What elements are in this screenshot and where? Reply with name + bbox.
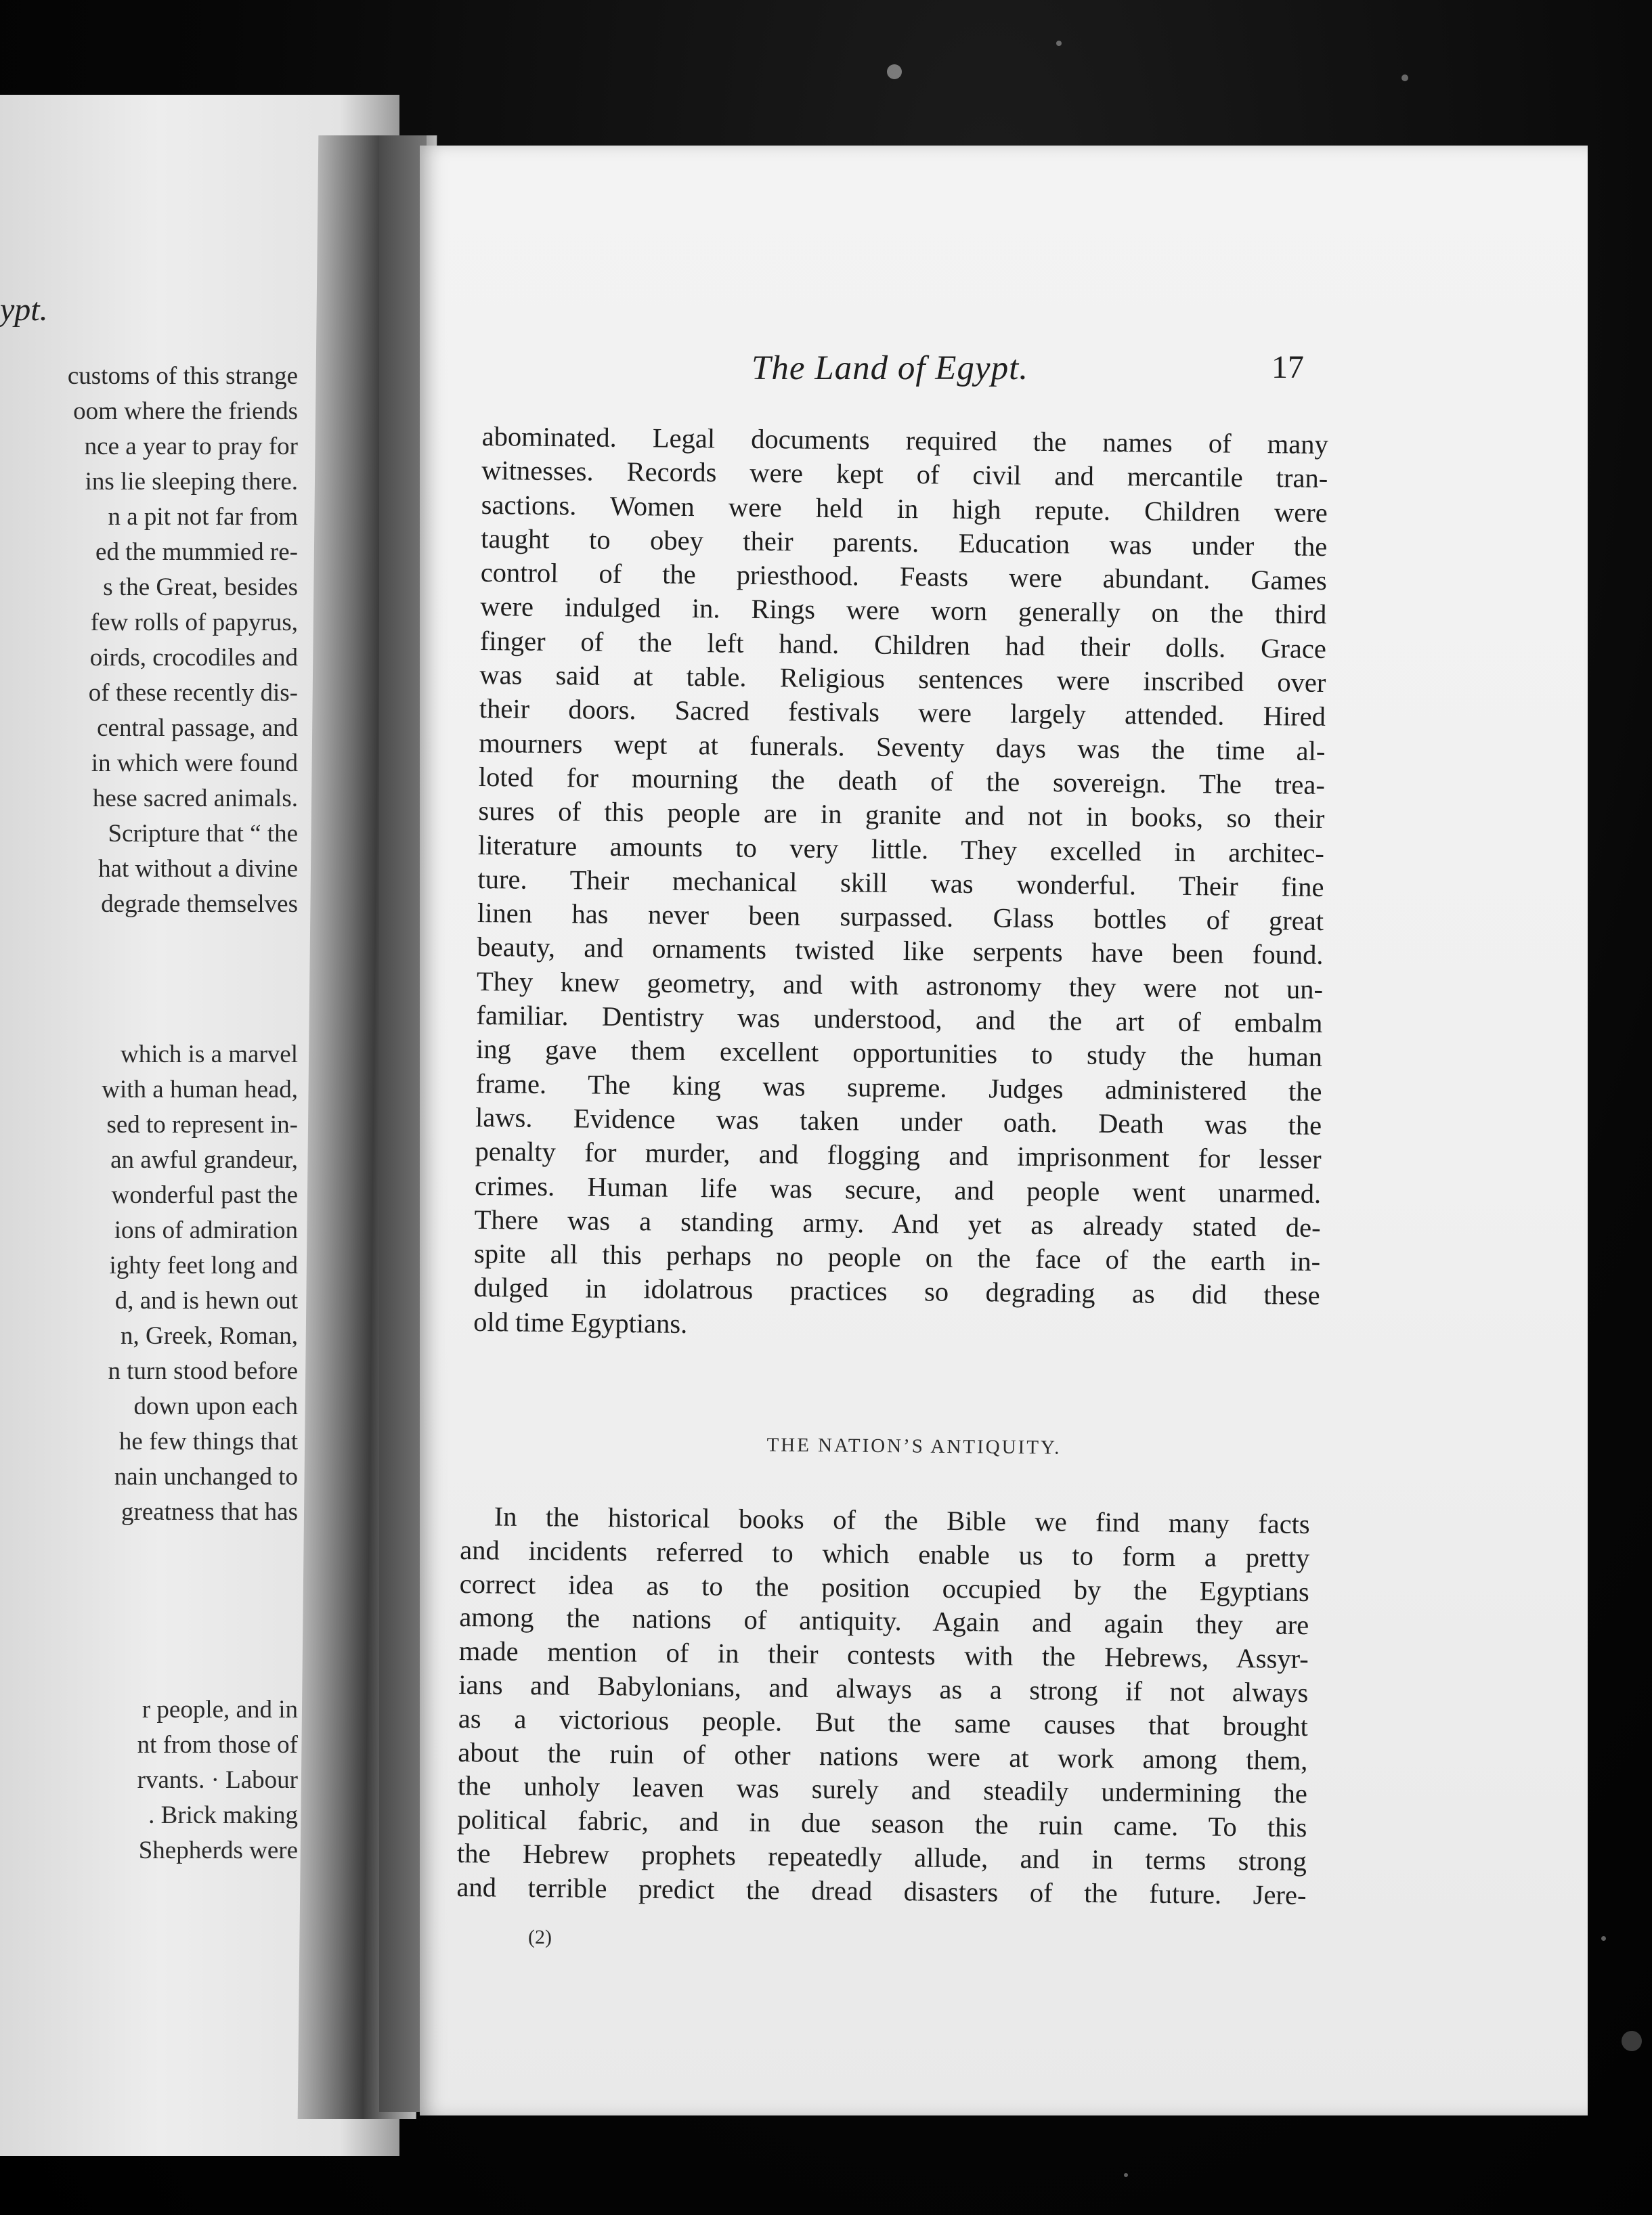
- left-line: customs of this strange: [67, 362, 298, 390]
- left-line: d, and is hewn out: [114, 1287, 298, 1315]
- text-line: control of the priesthood. Feasts were abundant. Games: [480, 557, 1327, 596]
- text-line: penalty for murder, and flogging and imprisonment for lesser: [475, 1136, 1322, 1175]
- text-line: sures of this people are in granite and not in books, so their: [478, 795, 1325, 835]
- left-line: which is a marvel: [121, 1040, 298, 1068]
- left-line: degrade themselves: [101, 890, 298, 918]
- text-line: In the historical books of the Bible we find many facts: [494, 1501, 1310, 1540]
- text-line: among the nations of antiquity. Again and again they are: [459, 1602, 1309, 1641]
- text-line: old time Egyptians.: [473, 1306, 688, 1339]
- left-line: in which were found: [91, 749, 298, 777]
- left-line: sed to represent in-: [106, 1111, 298, 1139]
- text-line: dulged in idolatrous practices so degrading as did these: [473, 1272, 1320, 1311]
- left-line: n a pit not far from: [108, 503, 298, 531]
- left-line: he few things that: [118, 1428, 298, 1455]
- left-line: hese sacred animals.: [92, 785, 298, 812]
- dust-speck: [1124, 2173, 1128, 2177]
- text-line: was said at table. Religious sentences were inscribed over: [479, 659, 1326, 699]
- dust-speck: [1622, 2031, 1642, 2051]
- text-line: the unholy leaven was surely and steadily undermining the: [457, 1770, 1308, 1810]
- text-line: ing gave them excellent opportunities to study the human: [475, 1034, 1323, 1073]
- text-line: as a victorious people. But the same causes that brought: [458, 1703, 1309, 1742]
- text-line: and incidents referred to which enable us to form a pretty: [460, 1534, 1310, 1573]
- text-line: beauty, and ornaments twisted like serpents have been found.: [477, 931, 1324, 971]
- dust-speck: [887, 64, 902, 79]
- dust-speck: [1601, 1936, 1606, 1941]
- left-line: greatness that has: [121, 1498, 298, 1526]
- text-line: literature amounts to very little. They excelled in architec-: [477, 829, 1325, 869]
- text-line: frame. The king was supreme. Judges administered the: [475, 1068, 1322, 1107]
- signature-mark: (2): [528, 1926, 552, 1948]
- left-line: . Brick making: [148, 1801, 298, 1829]
- left-line: few rolls of papyrus,: [90, 609, 298, 636]
- left-line: n turn stood before: [108, 1357, 298, 1385]
- left-page-text: [0, 359, 298, 1868]
- left-line: ins lie sleeping there.: [85, 468, 298, 496]
- text-line: crimes. Human life was secure, and people went unarmed.: [474, 1170, 1322, 1209]
- text-line: mourners wept at funerals. Seventy days was the time al-: [479, 727, 1326, 766]
- dust-speck: [1401, 74, 1408, 81]
- left-line: Scripture that “ the: [108, 820, 298, 848]
- page-number: 17: [1271, 349, 1304, 385]
- text-line: the Hebrew prophets repeatedly allude, and in terms strong: [456, 1837, 1307, 1877]
- left-line: nce a year to pray for: [84, 433, 298, 460]
- text-line: They knew geometry, and with astronomy they were not un-: [476, 965, 1324, 1005]
- text-line: correct idea as to the position occupied by the Egyptians: [459, 1568, 1309, 1607]
- left-line: ighty feet long and: [109, 1252, 298, 1279]
- text-line: political fabric, and in due season the ruin came. To this: [457, 1804, 1307, 1843]
- left-line: with a human head,: [102, 1076, 298, 1103]
- text-line: and terrible predict the dread disasters of the future. Jere-: [456, 1871, 1307, 1910]
- left-line: of these recently dis-: [88, 679, 298, 707]
- text-line: ians and Babylonians, and always as a strong if not always: [458, 1669, 1309, 1709]
- paragraph-1: [473, 420, 1328, 1347]
- left-line: down upon each: [133, 1392, 298, 1420]
- text-line: finger of the left hand. Children had their dolls. Grace: [479, 625, 1327, 664]
- text-line: witnesses. Records were kept of civil and mercantile tran-: [481, 455, 1328, 494]
- text-line: loted for mourning the death of the sovereign. The trea-: [478, 761, 1326, 800]
- text-line: There was a standing army. And yet as already stated de-: [474, 1204, 1321, 1243]
- text-line: were indulged in. Rings were worn generally on the third: [480, 591, 1327, 630]
- left-line: hat without a divine: [98, 855, 298, 883]
- left-line: nain unchanged to: [114, 1463, 298, 1491]
- left-line: central passage, and: [97, 714, 298, 742]
- left-line: n, Greek, Roman,: [120, 1322, 298, 1350]
- left-line: ed the mummied re-: [95, 538, 298, 566]
- left-line: ions of admiration: [114, 1216, 298, 1244]
- left-line: rvants. · Labour: [137, 1766, 298, 1794]
- left-line: oom where the friends: [73, 397, 298, 425]
- text-line: about the ruin of other nations were at work among them,: [458, 1736, 1308, 1776]
- text-line: familiar. Dentistry was understood, and the art of embalm: [476, 1000, 1323, 1039]
- text-line: taught to obey their parents. Education was under the: [481, 523, 1328, 562]
- left-running-head: ypt.: [0, 292, 48, 328]
- left-line: an awful grandeur,: [110, 1146, 298, 1174]
- left-line: wonderful past the: [111, 1181, 298, 1209]
- text-line: their doors. Sacred festivals were largely attended. Hired: [479, 693, 1326, 732]
- text-line: linen has never been surpassed. Glass bottles of great: [477, 898, 1324, 937]
- text-line: sactions. Women were held in high repute. Children were: [481, 489, 1328, 528]
- left-line: oirds, crocodiles and: [89, 644, 298, 672]
- left-line: r people, and in: [142, 1696, 298, 1724]
- right-page: [420, 146, 1588, 2115]
- text-line: abominated. Legal documents required the names of many: [481, 420, 1328, 460]
- left-line: nt from those of: [137, 1731, 298, 1759]
- text-line: made mention of in their contests with the Hebrews, Assyr-: [458, 1636, 1309, 1675]
- text-line: spite all this perhaps no people on the face of the earth in-: [473, 1238, 1321, 1277]
- left-line: Shepherds were: [138, 1837, 298, 1864]
- text-line: ture. Their mechanical skill was wonderful. Their fine: [477, 863, 1324, 902]
- dust-speck: [1056, 41, 1062, 46]
- paragraph-2: [456, 1499, 1310, 1912]
- running-title: The Land of Egypt.: [752, 349, 1028, 387]
- left-line: s the Great, besides: [103, 573, 298, 601]
- text-line: laws. Evidence was taken under oath. Death was the: [475, 1101, 1322, 1141]
- section-heading: THE NATION’S ANTIQUITY.: [766, 1434, 1062, 1459]
